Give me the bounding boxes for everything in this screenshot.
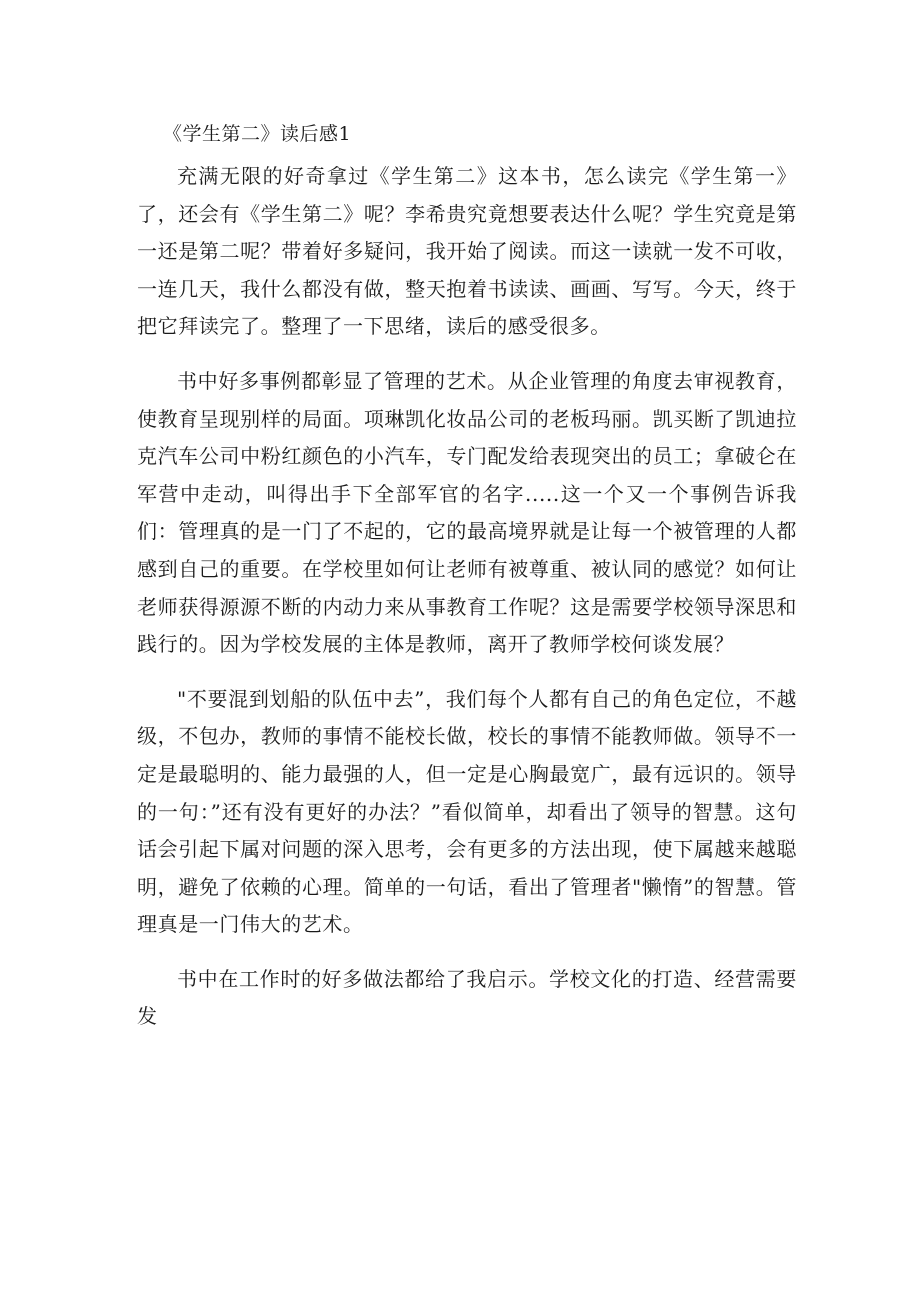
paragraph-1: 充满无限的好奇拿过《学生第二》这本书，怎么读完《学生第一》了，还会有《学生第二》呢？李希贵究竟想要表达什么呢？学生究竟是第一还是第二呢？带着好多疑问，我开始了阅读。而这一读就一发不可收，一连几天，我什么都没有做，整天抱着书读读、画画、写写。今天，终于把它拜读完了。整理了一下思绪，读后的感受很多。 <box>137 164 797 339</box>
paragraph-2: 书中好多事例都彰显了管理的艺术。从企业管理的角度去审视教育，使教育呈现别样的局面。项琳凯化妆品公司的老板玛丽。凯买断了凯迪拉克汽车公司中粉红颜色的小汽车，专门配发给表现突出的员工；拿破仑在军营中走动，叫得出手下全部军官的名字.....这一个又一个事例告诉我们：管理真的是一门了不起的，它的最高境界就是让每一个被管理的人都感到自己的重要。在学校里如何让老师有被尊重、被认同的感觉？如何让老师获得源源不断的内动力来从事教育工作呢？这是需要学校领导深思和践行的。因为学校发展的主体是教师，离开了教师学校何谈发展？ <box>137 368 797 657</box>
document-title: 《学生第二》读后感1 <box>163 123 352 145</box>
document-body <box>137 158 797 1036</box>
paragraph-4: 书中在工作时的好多做法都给了我启示。学校文化的打造、经营需要发 <box>137 966 797 1029</box>
paragraph-3: "不要混到划船的队伍中去”，我们每个人都有自己的角色定位，不越级，不包办，教师的事情不能校长做，校长的事情不能教师做。领导不一定是最聪明的、能力最强的人，但一定是心胸最宽广，最有远识的。领导的一句：”还有没有更好的办法？”看似简单，却看出了领导的智慧。这句话会引起下属对问题的深入思考，会有更多的方法出现，使下属越来越聪明，避免了依赖的心理。简单的一句话，看出了管理者"懒惰”的智慧。管理真是一门伟大的艺术。 <box>137 686 797 937</box>
